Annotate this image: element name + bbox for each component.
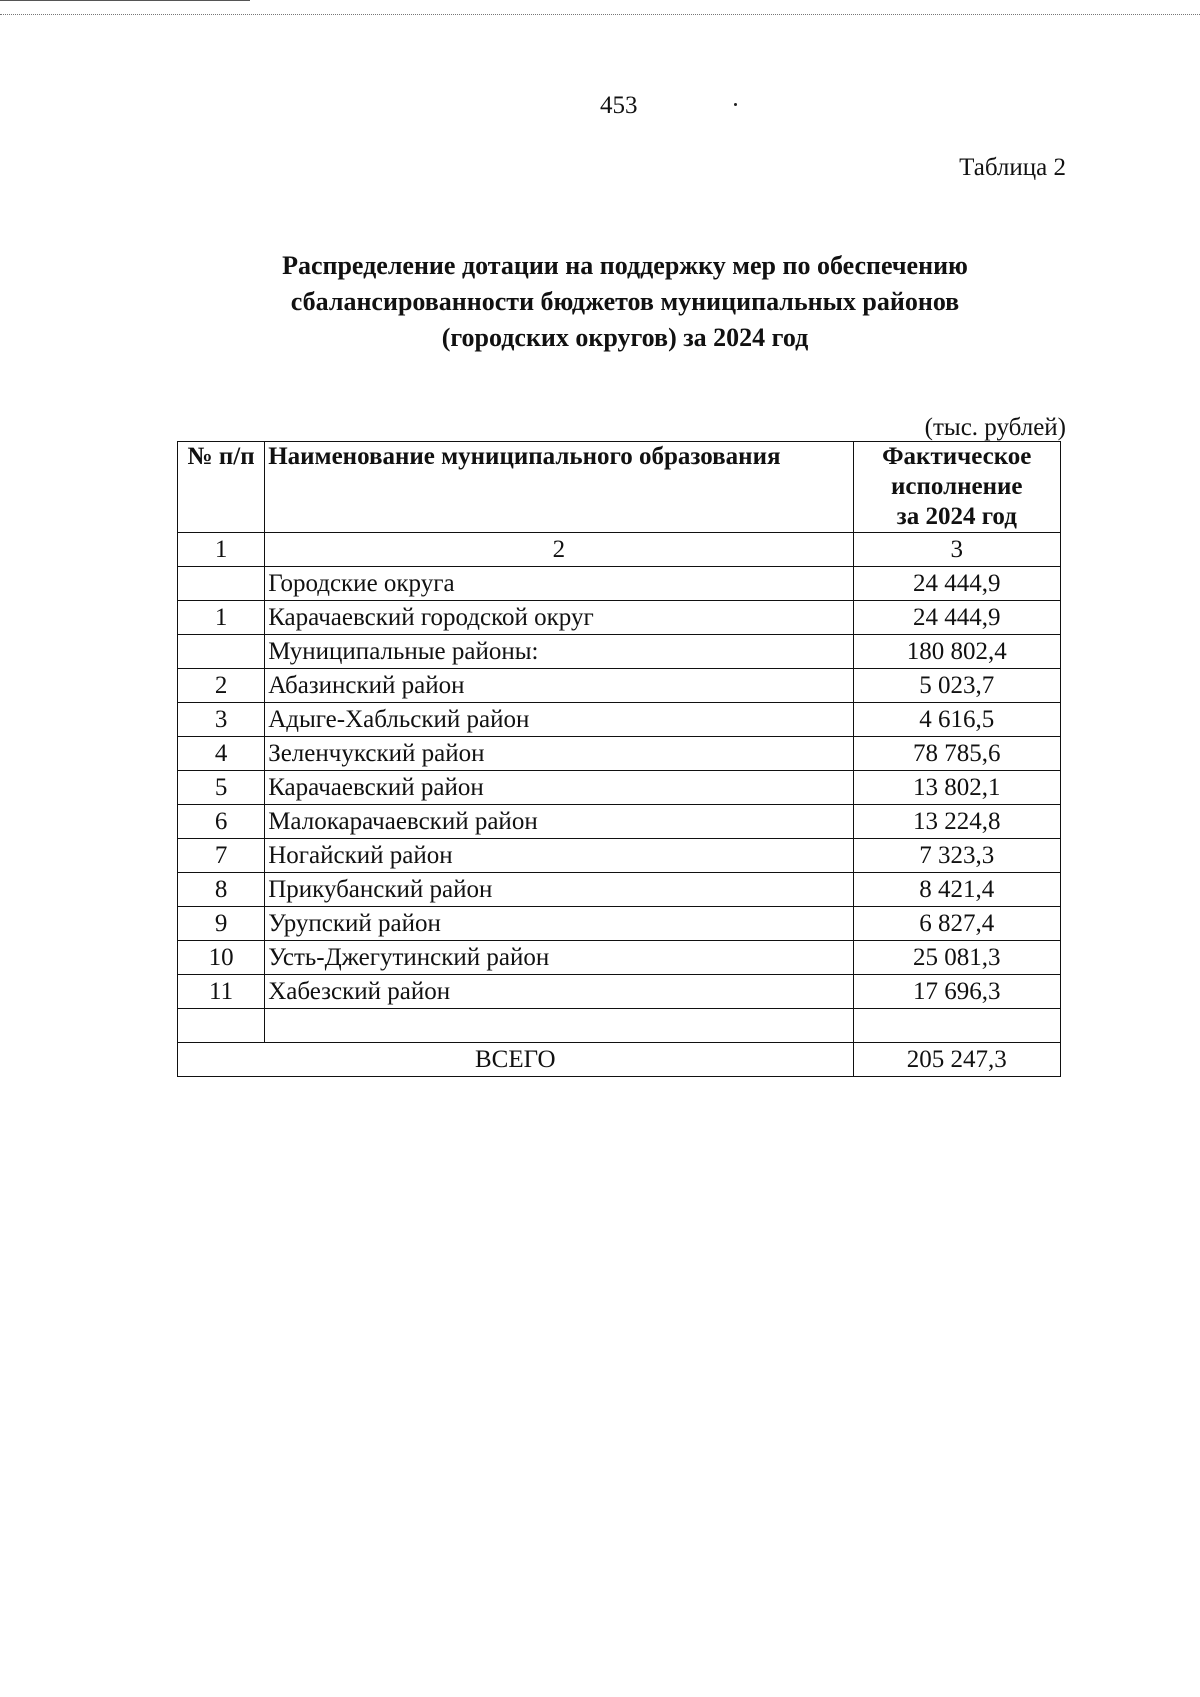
page-number: 453 — [600, 92, 638, 119]
empty-row — [178, 1009, 1061, 1043]
row-number: 7 — [178, 839, 265, 873]
table-row — [178, 805, 1061, 839]
column-number-2: 2 — [265, 533, 853, 567]
row-value: 78 785,6 — [853, 737, 1060, 771]
row-number: 2 — [178, 669, 265, 703]
table-row — [178, 703, 1061, 737]
table-row — [178, 669, 1061, 703]
row-number: 1 — [178, 601, 265, 635]
row-value: 4 616,5 — [853, 703, 1060, 737]
row-name: Карачаевский городской округ — [265, 601, 853, 635]
row-name: Муниципальные районы: — [265, 635, 853, 669]
column-number-1: 1 — [178, 533, 265, 567]
title-line-1: Распределение дотации на поддержку мер по обеспечению — [282, 251, 968, 280]
total-label: ВСЕГО — [178, 1043, 854, 1077]
document-title — [200, 248, 1050, 356]
row-name: Ногайский район — [265, 839, 853, 873]
header-value-line-1: Фактическое — [882, 443, 1032, 470]
row-number — [178, 635, 265, 669]
row-value: 5 023,7 — [853, 669, 1060, 703]
header-value-line-3: за 2024 год — [896, 503, 1017, 530]
header-number: № п/п — [178, 442, 265, 533]
row-name: Усть-Джегутинский район — [265, 941, 853, 975]
row-value: 8 421,4 — [853, 873, 1060, 907]
empty-cell — [178, 1009, 265, 1043]
empty-cell — [265, 1009, 853, 1043]
row-number — [178, 567, 265, 601]
row-number: 5 — [178, 771, 265, 805]
row-number: 3 — [178, 703, 265, 737]
row-name: Карачаевский район — [265, 771, 853, 805]
row-name: Зеленчукский район — [265, 737, 853, 771]
total-value: 205 247,3 — [853, 1043, 1060, 1077]
row-number: 8 — [178, 873, 265, 907]
table-row — [178, 873, 1061, 907]
row-value: 13 224,8 — [853, 805, 1060, 839]
row-number: 4 — [178, 737, 265, 771]
distribution-table — [177, 441, 1061, 1077]
row-name: Абазинский район — [265, 669, 853, 703]
title-line-2: сбалансированности бюджетов муниципальных районов — [290, 287, 960, 316]
row-value: 13 802,1 — [853, 771, 1060, 805]
row-name: Адыге-Хабльский район — [265, 703, 853, 737]
table-row — [178, 771, 1061, 805]
row-number: 10 — [178, 941, 265, 975]
row-name: Прикубанский район — [265, 873, 853, 907]
row-value: 6 827,4 — [853, 907, 1060, 941]
row-value: 24 444,9 — [853, 567, 1060, 601]
title-line-3: (городских округов) за 2024 год — [441, 323, 809, 352]
row-name: Городские округа — [265, 567, 853, 601]
row-number: 9 — [178, 907, 265, 941]
table-label: Таблица 2 — [959, 154, 1066, 181]
column-number-3: 3 — [853, 533, 1060, 567]
table-row — [178, 941, 1061, 975]
header-value-line-2: исполнение — [891, 473, 1023, 500]
header-value — [853, 442, 1060, 533]
row-name: Малокарачаевский район — [265, 805, 853, 839]
scan-edge-line — [0, 14, 1200, 15]
row-value: 25 081,3 — [853, 941, 1060, 975]
table-row — [178, 567, 1061, 601]
table-body — [178, 533, 1061, 1009]
row-value: 7 323,3 — [853, 839, 1060, 873]
scan-dot — [734, 103, 737, 106]
table-row — [178, 601, 1061, 635]
table-row — [178, 839, 1061, 873]
row-value: 24 444,9 — [853, 601, 1060, 635]
row-number: 11 — [178, 975, 265, 1009]
empty-cell — [853, 1009, 1060, 1043]
table-header-row — [178, 442, 1061, 533]
column-number-row — [178, 533, 1061, 567]
row-name: Хабезский район — [265, 975, 853, 1009]
table-row — [178, 737, 1061, 771]
scan-edge-mark — [0, 0, 250, 1]
table-row — [178, 907, 1061, 941]
row-value: 17 696,3 — [853, 975, 1060, 1009]
units-note: (тыс. рублей) — [924, 414, 1066, 441]
row-name: Урупский район — [265, 907, 853, 941]
table-row — [178, 635, 1061, 669]
table-row — [178, 975, 1061, 1009]
row-number: 6 — [178, 805, 265, 839]
header-name: Наименование муниципального образования — [265, 442, 853, 533]
row-value: 180 802,4 — [853, 635, 1060, 669]
total-row — [178, 1043, 1061, 1077]
